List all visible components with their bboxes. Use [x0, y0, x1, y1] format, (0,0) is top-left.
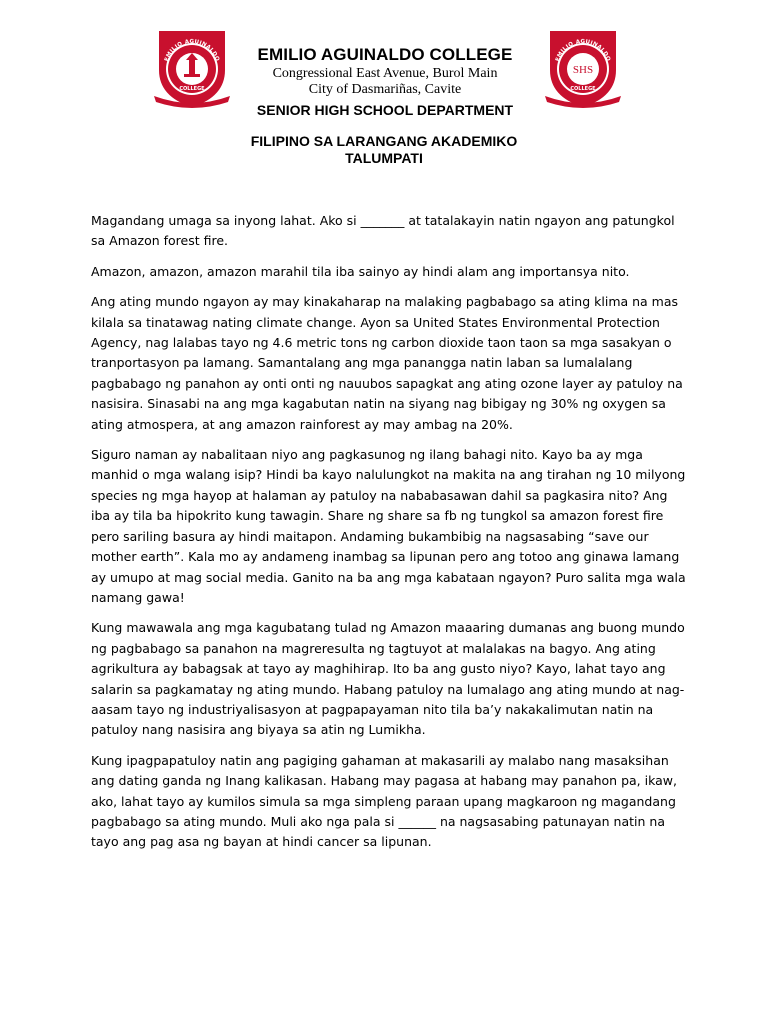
college-seal-logo [152, 26, 232, 110]
letterhead [230, 44, 540, 120]
paragraph: Kung mawawala ang mga kagubatang tulad ng Amazon maaaring dumanas ang buong mundo ng pagbabago sa panahon na magreresulta ng tagtuyot at malalakas na bagyo. Ang ating agrikultura ay babagsak at tayo ay maghihirap. Ito ba ang gusto niyo? Kayo, lahat tayo ang salarin sa pagkamatay ng ating mundo. Habang patuloy na lumalago ang ating mundo at nag-aasam tayo ng industriyalisasyon at pagpapayaman nito tila ba’y nakakalimutan natin na patuloy nang nasisira ang biyaya sa atin ng Lumikha. [91, 620, 685, 738]
speech-body [91, 211, 686, 863]
address-line-2: City of Dasmariñas, Cavite [308, 82, 462, 97]
document-title-block [184, 133, 584, 167]
shs-seal-logo [543, 26, 623, 110]
svg-text:COLLEGE: COLLEGE [570, 86, 596, 92]
college-name: EMILIO AGUINALDO COLLEGE [257, 45, 513, 64]
paragraph: Siguro naman ay nabalitaan niyo ang pagkasunog ng ilang bahagi nito. Kayo ba ay mga manhid o mga walang isip? Hindi ba kayo nalulungkot na makita na ang tirahan ng 10 milyong species ng mga hayop at halaman ay patuloy na nababasawan dahil sa pagkasira nito? Ang iba ay tila ba hipokrito kung tawagin. Share ng share sa fb ng tungkol sa amazon forest fire pero sariling basura ay hindi maitapon. Andaming bukambibig na nagsasabing “save our mother earth”. Kala mo ay andameng inambag sa lipunan pero ang totoo ang ginawa lamang ay umupo at mag social media. Ganito na ba ang mga kabataan ngayon? Puro salita mga wala namang gawa! [91, 447, 686, 605]
paragraph: Magandang umaga sa inyong lahat. Ako si _______ at tatalakayin natin ngayon ang patungkol sa Amazon forest fire. [91, 213, 675, 249]
address-line-1: Congressional East Avenue, Burol Main [272, 66, 498, 81]
svg-text:EMILIO AGUINALDO: EMILIO AGUINALDO [163, 38, 221, 63]
svg-text:COLLEGE: COLLEGE [179, 86, 205, 92]
svg-text:EMILIO AGUINALDO: EMILIO AGUINALDO [554, 38, 612, 63]
svg-text:SHS: SHS [572, 64, 594, 76]
paragraph: Kung ipagpapatuloy natin ang pagiging gahaman at makasarili ay malabo nang masaksihan ang dating ganda ng Inang kalikasan. Habang may pagasa at habang may panahon pa, ikaw, ako, lahat tayo ay kumilos simula sa mga simpleng paraan upang magkaroon ng magandang pagbabago sa ating mundo. Muli ako nga pala si ______ na nagsasabing patunayan natin na tayo ang pag asa ng bayan at hindi cancer sa lipunan. [91, 752, 677, 850]
paragraph: Amazon, amazon, amazon marahil tila iba sainyo ay hindi alam ang importansya nito. [91, 263, 630, 279]
paragraph: Ang ating mundo ngayon ay may kinakaharap na malaking pagbabago sa ating klima na mas kilala sa tinatawag nating climate change. Ayon sa United States Environmental Protection Agency, nag lalabas tayo ng 4.6 metric tons ng carbon dioxide taon taon sa mga sasakyan o tranportasyon pa lamang. Samantalang ang mga panangga natin laban sa lumalalang pagbabago ng panahon ay onti onti ng nauubos sapagkat ang ating ozone layer ay patuloy na nasisira. Sinasabi na ang mga kagabutan natin na siyang nag bibigay ng 30% ng oxygen sa ating atmospera, at ang amazon rainforest ay may ambag na 20%. [91, 294, 683, 432]
subject-title: FILIPINO SA LARANGANG AKADEMIKO [250, 133, 518, 149]
genre-title: TALUMPATI [345, 150, 423, 166]
department-name: SENIOR HIGH SCHOOL DEPARTMENT [256, 102, 514, 118]
